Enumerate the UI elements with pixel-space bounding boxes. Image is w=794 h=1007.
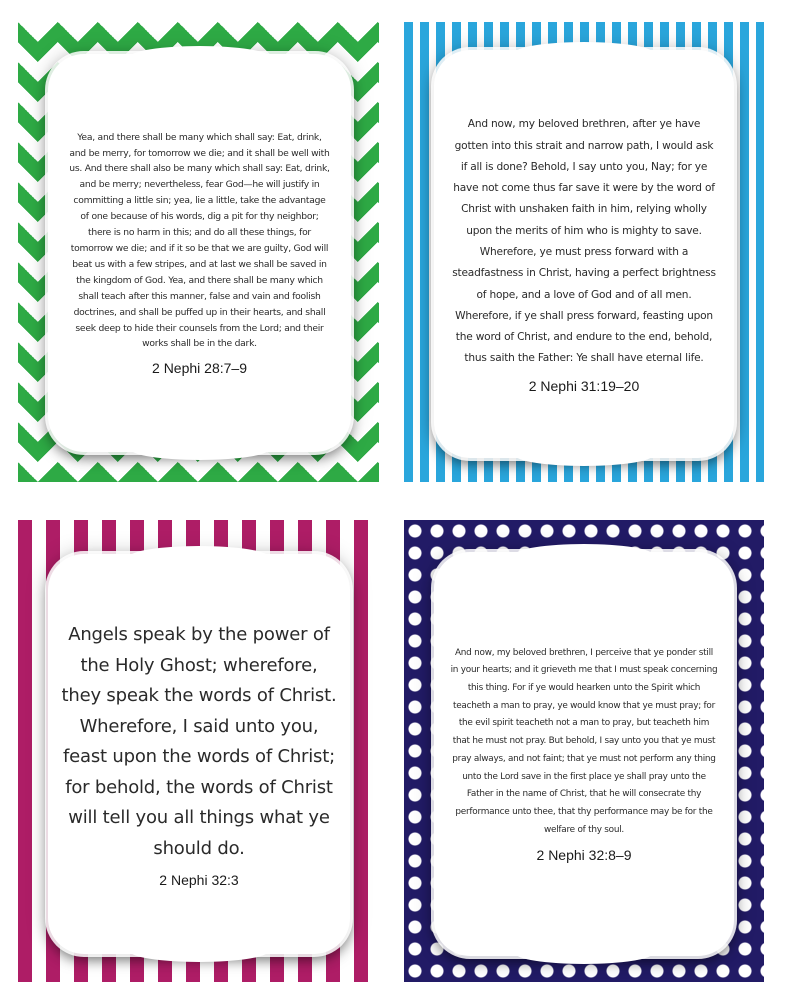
verse-frame [434,552,734,956]
scripture-card-green [18,22,379,482]
scripture-card-blue [404,22,764,482]
verse-frame [48,554,350,954]
scripture-card-navy [404,520,764,982]
verse-text: And now, my beloved brethren, I perceive that ye ponder still in your hearts; and it grieveth me that I must speak concerning this thing. For if ye would hearken unto the Spirit which teacheth a man to pray, ye would know that ye must pray; for the evil spirit teacheth not a man to pray, but teacheth him that he must not pray. But behold, I say unto you that ye must pray always, and not faint; that ye must not perform any thing unto the Lord save in the first place ye shall pray unto the Father in the name of Christ, that he will consecrate thy performance unto thee, that thy performance may be for the welfare of thy soul. [450,647,718,835]
verse-reference: 2 Nephi 31:19–20 [528,377,640,394]
verse-frame [434,50,734,458]
verse-text: And now, my beloved brethren, after ye have gotten into this strait and narrow path, I would ask if all is done? Behold, I say unto you, Nay; for ye have not come thus far save it were by the word of Christ with unshaken faith in him, relying wholly upon the merits of him who is mighty to save. Wherefore, ye must press forward with a steadfastness in Christ, having a perfect brightness of hope, and a love of God and of all men. Wherefore, if ye shall press forward, feasting upon the word of Christ, and endure to the end, behold, thus saith the Father: Ye shall have eternal life. [452,118,716,365]
verse-text: Yea, and there shall be many which shall say: Eat, drink, and be merry, for tomorrow we die; and it shall be well with us. And there shall also be many which shall say: Eat, drink, and be merry; nevertheless, fear God—he will justify in committing a little sin; yea, lie a little, take the advantage of one because of his words, dig a pit for thy neighbor; there is no harm in this; and do all these things, for tomorrow we die; and if it so be that we are guilty, God will beat us with a few stripes, and at last we shall be saved in the kingdom of God. Yea, and there shall be many which shall teach after this manner, false and vain and foolish doctrines, and shall be puffed up in their hearts, and shall seek deep to hide their counsels from the Lord; and their works shall be in the dark. [69,131,330,350]
verse-text: Angels speak by the power of the Holy Ghost; wherefore, they speak the words of Christ. Wherefore, I said unto you, feast upon the words of Christ; for behold, the words of Christ will tell you all things what ye should do. [61,624,337,859]
verse-reference: 2 Nephi 32:8–9 [536,847,632,864]
verse-reference: 2 Nephi 28:7–9 [152,360,247,377]
scripture-card-magenta [18,520,379,982]
verse-frame [48,54,351,452]
verse-reference: 2 Nephi 32:3 [159,872,239,888]
